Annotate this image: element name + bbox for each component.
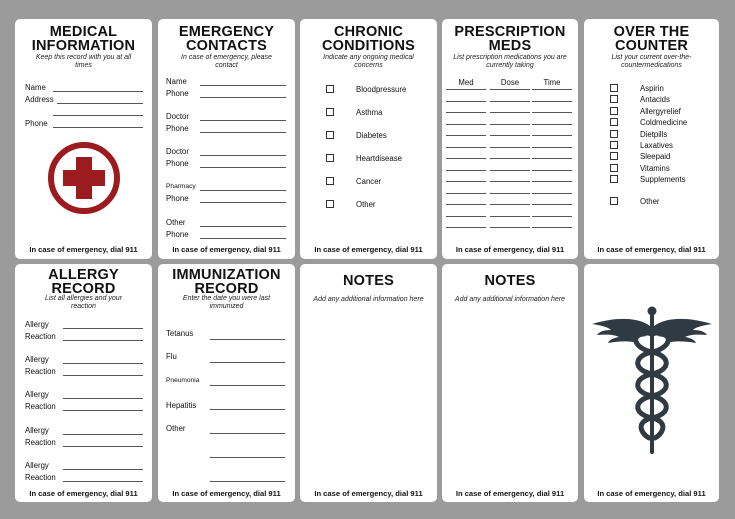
prescription-cell-line[interactable] — [532, 112, 572, 113]
card-subtitle: Add any additional information here — [454, 296, 566, 303]
field-label-other: Other — [166, 218, 186, 227]
reaction-label: Reaction — [25, 332, 56, 341]
reaction-input-line[interactable] — [63, 340, 143, 341]
card-footer: In case of emergency, dial 911 — [455, 489, 565, 498]
otc-checkbox[interactable] — [610, 130, 618, 138]
otc-item-label: Other — [640, 197, 660, 207]
vaccine-label-pneumonia: Pneumonia — [166, 377, 200, 384]
prescription-cell-line[interactable] — [446, 124, 486, 125]
prescription-cell-line[interactable] — [532, 158, 572, 159]
chronic-conditions-card — [300, 19, 437, 259]
caduceus-icon — [589, 304, 715, 454]
prescription-cell-line[interactable] — [446, 112, 486, 113]
reaction-label: Reaction — [25, 367, 56, 377]
pharmacy-name-line[interactable] — [200, 190, 286, 191]
otc-item-label: Allergyrelief — [640, 106, 681, 116]
other-phone-line[interactable] — [200, 238, 286, 239]
allergy-label: Allergy — [25, 460, 49, 470]
condition-label: Cancer — [356, 177, 382, 186]
prescription-cell-line[interactable] — [490, 101, 530, 102]
condition-label: Bloodpressure — [356, 85, 407, 94]
card-title: PRESCRIPTION MEDS — [454, 24, 566, 54]
condition-label: Other — [356, 200, 376, 209]
pharmacy-phone-line[interactable] — [200, 202, 286, 203]
prescription-cell-line[interactable] — [446, 89, 486, 90]
bloodpressure-checkbox[interactable] — [326, 85, 334, 93]
allergy-input-line[interactable] — [63, 398, 143, 399]
prescription-cell-line[interactable] — [532, 101, 572, 102]
field-label-phone: Phone — [25, 119, 48, 128]
vaccine-label-tetanus: Tetanus — [166, 329, 194, 338]
allergy-input-line[interactable] — [63, 363, 143, 364]
otc-item-label: Vitamins — [640, 163, 670, 173]
field-label-phone: Phone — [166, 89, 189, 98]
otc-item-label: Supplements — [640, 175, 686, 185]
prescription-cell-line[interactable] — [490, 170, 530, 171]
otc-checkbox[interactable] — [610, 107, 618, 115]
prescription-meds-card — [442, 19, 578, 259]
prescription-cell-line[interactable] — [532, 135, 572, 136]
card-footer: In case of emergency, dial 911 — [172, 245, 281, 254]
vaccine-label-other: Other — [166, 424, 186, 433]
phone-input-line[interactable] — [53, 127, 143, 128]
prescription-cell-line[interactable] — [532, 227, 572, 228]
contact-phone-line[interactable] — [200, 97, 286, 98]
allergy-label: Allergy — [25, 355, 49, 365]
column-header-med: Med — [458, 78, 474, 87]
otc-checkbox[interactable] — [610, 175, 618, 183]
field-label-phone: Phone — [166, 194, 189, 203]
prescription-cell-line[interactable] — [490, 193, 530, 194]
address-input-line[interactable] — [57, 103, 143, 104]
prescription-cell-line[interactable] — [490, 158, 530, 159]
address-input-line-2[interactable] — [53, 115, 143, 116]
field-label-name: Name — [25, 83, 46, 92]
prescription-cell-line[interactable] — [532, 216, 572, 217]
field-label-pharmacy: Pharmacy — [166, 183, 196, 190]
notes-area[interactable] — [308, 316, 429, 482]
prescription-cell-line[interactable] — [446, 170, 486, 171]
otc-checkbox[interactable] — [610, 141, 618, 149]
other-condition-checkbox[interactable] — [326, 200, 334, 208]
prescription-cell-line[interactable] — [446, 193, 486, 194]
prescription-cell-line[interactable] — [446, 101, 486, 102]
field-label-phone: Phone — [166, 159, 189, 168]
prescription-cell-line[interactable] — [446, 204, 486, 205]
column-header-time: Time — [543, 78, 561, 87]
card-subtitle: List your current over-the-countermedications — [611, 54, 692, 69]
prescription-cell-line[interactable] — [446, 227, 486, 228]
otc-checkbox[interactable] — [610, 197, 618, 205]
card-subtitle: Add any additional information here — [313, 296, 424, 303]
reaction-input-line[interactable] — [63, 375, 143, 376]
prescription-cell-line[interactable] — [490, 135, 530, 136]
card-footer: In case of emergency, dial 911 — [314, 245, 423, 254]
prescription-cell-line[interactable] — [446, 216, 486, 217]
doctor-name-line-2[interactable] — [200, 155, 286, 156]
reaction-input-line[interactable] — [63, 446, 143, 447]
prescription-cell-line[interactable] — [446, 135, 486, 136]
prescription-cell-line[interactable] — [532, 170, 572, 171]
condition-label: Heartdisease — [356, 154, 402, 163]
allergy-record-card — [15, 264, 152, 502]
prescription-cell-line[interactable] — [446, 147, 486, 148]
card-footer: In case of emergency, dial 911 — [597, 489, 706, 498]
otc-item-label: Coldmedicine — [640, 118, 688, 128]
red-cross-icon — [46, 140, 122, 216]
allergy-input-line[interactable] — [63, 328, 143, 329]
reaction-label: Reaction — [25, 402, 56, 412]
pneumonia-date-line[interactable] — [210, 385, 285, 386]
immunization-record-card — [158, 264, 295, 502]
prescription-cell-line[interactable] — [532, 147, 572, 148]
allergy-label: Allergy — [25, 425, 49, 435]
allergy-input-line[interactable] — [63, 469, 143, 470]
vaccine-label-hepatitis: Hepatitis — [166, 401, 197, 410]
card-footer: In case of emergency, dial 911 — [314, 489, 423, 498]
medical-information-card — [15, 19, 152, 259]
prescription-cell-line[interactable] — [532, 124, 572, 125]
card-subtitle: In case of emergency, please contact — [181, 54, 272, 69]
card-footer: In case of emergency, dial 911 — [597, 245, 706, 254]
prescription-cell-line[interactable] — [490, 112, 530, 113]
allergy-input-line[interactable] — [63, 434, 143, 435]
cancer-checkbox[interactable] — [326, 177, 334, 185]
field-label-doctor: Doctor — [166, 112, 189, 121]
doctor-phone-line-2[interactable] — [200, 167, 286, 168]
otc-item-label: Antacids — [640, 95, 670, 105]
notes-area[interactable] — [450, 316, 570, 482]
caduceus-card — [584, 264, 719, 502]
over-the-counter-card — [584, 19, 719, 259]
name-input-line[interactable] — [53, 91, 143, 92]
card-title: IMMUNIZATION RECORD — [172, 267, 281, 297]
prescription-cell-line[interactable] — [490, 124, 530, 125]
card-title: EMERGENCY CONTACTS — [178, 24, 275, 54]
card-title: ALLERGY RECORD — [48, 267, 119, 297]
reaction-input-line[interactable] — [63, 410, 143, 411]
card-subtitle: Enter the date you were last immunized — [182, 295, 271, 310]
card-footer: In case of emergency, dial 911 — [172, 489, 281, 498]
prescription-cell-line[interactable] — [490, 89, 530, 90]
prescription-cell-line[interactable] — [532, 204, 572, 205]
card-title: NOTES — [484, 273, 536, 289]
card-title: CHRONIC CONDITIONS — [321, 24, 416, 54]
field-label-name: Name — [166, 77, 187, 86]
card-subtitle: List prescription medications you are currently taking — [453, 54, 567, 69]
prescription-cell-line[interactable] — [490, 216, 530, 217]
otc-item-label: Dietpills — [640, 129, 668, 139]
prescription-cell-line[interactable] — [532, 89, 572, 90]
otc-item-label: Laxatives — [640, 141, 673, 150]
reaction-label: Reaction — [25, 472, 56, 482]
otc-item-label: Aspirin — [640, 84, 664, 93]
card-footer: In case of emergency, dial 911 — [29, 489, 138, 498]
notes-card-1 — [300, 264, 437, 502]
prescription-cell-line[interactable] — [490, 204, 530, 205]
field-label-address: Address — [25, 95, 54, 104]
otc-checkbox[interactable] — [610, 95, 618, 103]
card-subtitle: List all allergies and your reaction — [44, 295, 123, 310]
condition-label: Asthma — [356, 108, 383, 117]
prescription-cell-line[interactable] — [490, 181, 530, 182]
prescription-cell-line[interactable] — [446, 181, 486, 182]
otc-checkbox[interactable] — [610, 84, 618, 92]
field-label-doctor: Doctor — [166, 147, 189, 156]
prescription-cell-line[interactable] — [532, 193, 572, 194]
otc-item-label: Sleepaid — [640, 152, 671, 162]
otc-checkbox[interactable] — [610, 164, 618, 172]
notes-card-2 — [442, 264, 578, 502]
card-title: MEDICAL INFORMATION — [31, 24, 136, 54]
allergy-label: Allergy — [25, 320, 49, 329]
flu-date-line[interactable] — [210, 362, 285, 363]
condition-label: Diabetes — [356, 131, 387, 140]
tetanus-date-line[interactable] — [210, 339, 285, 340]
prescription-cell-line[interactable] — [446, 158, 486, 159]
other-vaccine-line-2[interactable] — [210, 457, 285, 458]
emergency-contacts-card — [158, 19, 295, 259]
field-label-phone: Phone — [166, 124, 189, 133]
card-title: OVER THE COUNTER — [613, 24, 690, 54]
reaction-label: Reaction — [25, 437, 56, 447]
vaccine-label-flu: Flu — [166, 352, 177, 361]
field-label-phone: Phone — [166, 230, 189, 239]
diabetes-checkbox[interactable] — [326, 131, 334, 139]
prescription-cell-line[interactable] — [532, 181, 572, 182]
otc-checkbox[interactable] — [610, 152, 618, 160]
asthma-checkbox[interactable] — [326, 108, 334, 116]
contact-name-line[interactable] — [200, 85, 286, 86]
card-title: NOTES — [343, 273, 394, 289]
card-subtitle: Indicate any ongoing medical concerns — [323, 54, 414, 69]
hepatitis-date-line[interactable] — [210, 409, 285, 410]
allergy-label: Allergy — [25, 390, 49, 400]
card-footer: In case of emergency, dial 911 — [29, 245, 138, 254]
card-subtitle: Keep this record with you at all times — [35, 54, 132, 69]
other-name-line[interactable] — [200, 226, 286, 227]
heartdisease-checkbox[interactable] — [326, 154, 334, 162]
prescription-cell-line[interactable] — [490, 227, 530, 228]
column-header-dose: Dose — [500, 78, 520, 87]
other-vaccine-line-3[interactable] — [210, 481, 285, 482]
other-vaccine-line[interactable] — [210, 433, 285, 434]
otc-checkbox[interactable] — [610, 118, 618, 126]
doctor-name-line[interactable] — [200, 120, 286, 121]
prescription-cell-line[interactable] — [490, 147, 530, 148]
card-footer: In case of emergency, dial 911 — [455, 245, 565, 254]
doctor-phone-line[interactable] — [200, 132, 286, 133]
reaction-input-line[interactable] — [63, 481, 143, 482]
